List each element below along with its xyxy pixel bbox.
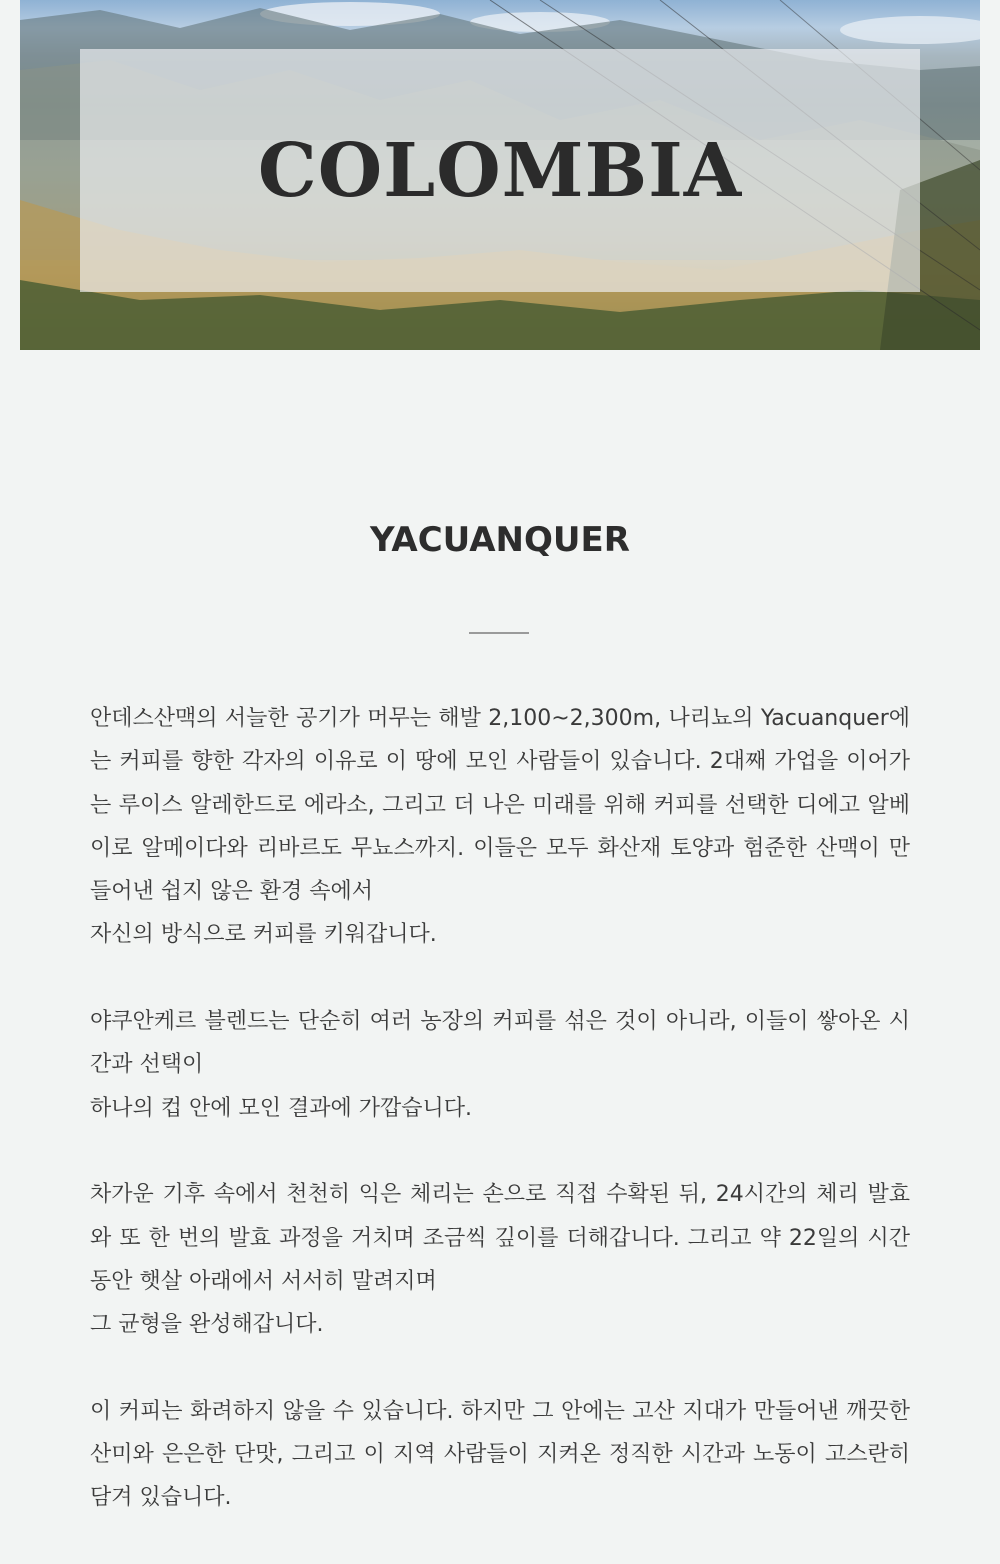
hero-banner <box>20 0 980 350</box>
section-divider <box>469 632 529 634</box>
description-paragraph: 차가운 기후 속에서 천천히 익은 체리는 손으로 직접 수확된 뒤, 24시간의 체리 발효와 또 한 번의 발효 과정을 거치며 조금씩 깊이를 더해갑니다. 그리고 약 22일의 시간 동안 햇살 아래에서 서서히 말려지며 그 균형을 완성해갑니다. <box>90 1182 910 1338</box>
description-paragraph: 이 커피는 화려하지 않을 수 있습니다. 하지만 그 안에는 고산 지대가 만들어낸 깨끗한 산미와 은은한 단맛, 그리고 이 지역 사람들이 지켜온 정직한 시간과 노동이 고스란히 담겨 있습니다. <box>90 1398 910 1511</box>
description-paragraph: 야쿠안케르 블렌드는 단순히 여러 농장의 커피를 섞은 것이 아니라, 이들이 쌓아온 시간과 선택이 하나의 컵 안에 모인 결과에 가깝습니다. <box>90 1009 910 1121</box>
description-body <box>90 697 910 1520</box>
section-title: YACUANQUER <box>370 520 630 560</box>
description-paragraph: 안데스산맥의 서늘한 공기가 머무는 해발 2,100~2,300m, 나리뇨의 Yacuanquer에는 커피를 향한 각자의 이유로 이 땅에 모인 사람들이 있습니다. 2대째 가업을 이어가는 루이스 알레한드로 에라소, 그리고 더 나은 미래를 위해 커피를 선택한 디에고 알베이로 알메이다와 리바르도 무뇨스까지. 이들은 모두 화산재 토양과 험준한 산맥이 만들어낸 쉽지 않은 환경 속에서 자신의 방식으로 커피를 키워갑니다. <box>90 706 910 948</box>
hero-title: COLOMBIA <box>257 127 743 214</box>
hero-title-box <box>80 49 920 292</box>
